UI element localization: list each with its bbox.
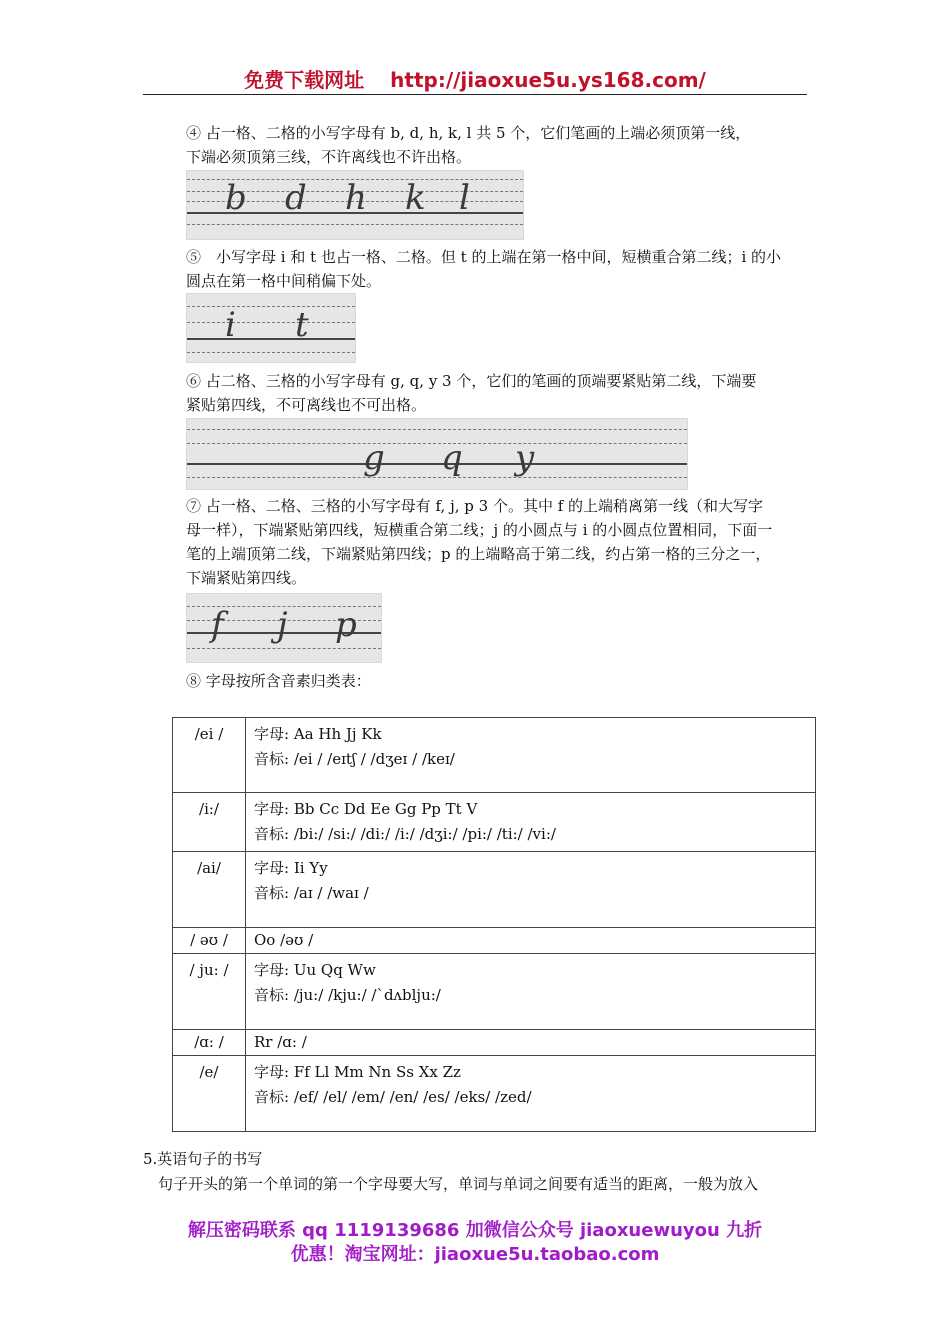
letters-cell: Rr /ɑ: / <box>246 1030 816 1056</box>
phoneme-table <box>172 717 816 1132</box>
section-5 <box>143 1147 823 1197</box>
letters-cell: 字母: Ii Yy 音标: /aɪ / /waɪ / <box>246 852 816 928</box>
phoneme-cell: /e/ <box>173 1056 246 1132</box>
phoneme-cell: /ei / <box>173 718 246 793</box>
phoneme-cell: / ju: / <box>173 954 246 1030</box>
table-row <box>173 1030 816 1056</box>
header-title: 免费下载网址 <box>244 68 365 92</box>
table-row <box>173 1056 816 1132</box>
letter-glyph: d <box>285 178 307 218</box>
handwriting-image-fjp <box>186 593 382 663</box>
letter-glyph: g <box>363 438 385 478</box>
rule-6-text: ⑥ 占二格、三格的小写字母有 g, q, y 3 个，它们的笔画的顶端要紧贴第二线，下端要 紧贴第四线，不可离线也不可出格。 <box>186 372 757 414</box>
rule-7-text: ⑦ 占一格、二格、三格的小写字母有 f, j, p 3 个。其中 f 的上端稍离第一线（和大写字 母一样），下端紧贴第四线，短横重合第二线；j 的小圆点与 i 的小圆点位置相同，下面一 笔的上端顶第二线，下端紧贴第四线；p 的上端略高于第二线，约占第一格的三分之一， 下端紧贴第四线。 <box>186 497 773 587</box>
rule-8-text: ⑧ 字母按所含音素归类表： <box>186 672 371 690</box>
letters-cell: 字母: Ff Ll Mm Nn Ss Xx Zz 音标: /ef/ /el/ /em/ /en/ /es/ /eks/ /zed/ <box>246 1056 816 1132</box>
phoneme-cell: /i:/ <box>173 793 246 852</box>
phoneme-cell: /ai/ <box>173 852 246 928</box>
header-url[interactable]: http://jiaoxue5u.ys168.com/ <box>390 68 706 92</box>
table-row <box>173 793 816 852</box>
handwriting-image-it <box>186 293 356 363</box>
letter-glyph: p <box>335 605 357 645</box>
letter-glyph: q <box>441 438 463 478</box>
footer-line-1: 解压密码联系 qq 1119139686 加微信公众号 jiaoxuewuyou 九折 <box>187 1220 763 1241</box>
table-row <box>173 718 816 793</box>
handwriting-image-gqy <box>186 418 688 490</box>
rule-5-text: ⑤ 小写字母 i 和 t 也占一格、二格。但 t 的上端在第一格中间，短横重合第二线；i 的小 圆点在第一格中间稍偏下处。 <box>186 248 782 290</box>
phoneme-cell: / əʊ / <box>173 928 246 954</box>
table-row <box>173 852 816 928</box>
phoneme-cell: /ɑ: / <box>173 1030 246 1056</box>
section-5-title: 5.英语句子的书写 <box>143 1150 263 1168</box>
letters-cell: 字母: Aa Hh Jj Kk 音标: /ei / /eɪtʃ / /dʒeɪ / /keɪ/ <box>246 718 816 793</box>
letter-glyph: f <box>211 605 224 645</box>
handwriting-image-bdhkl <box>186 170 524 240</box>
letter-glyph: t <box>295 305 309 345</box>
letters-cell: 字母: Bb Cc Dd Ee Gg Pp Tt V 音标: /bi:/ /si:/ /di:/ /i:/ /dʒi:/ /pi:/ /ti:/ /vi:/ <box>246 793 816 852</box>
table-row <box>173 954 816 1030</box>
page-header <box>0 64 950 93</box>
footer-line-2[interactable]: 优惠！淘宝网址：jiaoxue5u.taobao.com <box>290 1244 660 1265</box>
letter-glyph: b <box>225 178 247 218</box>
section-5-text: 句子开头的第一个单词的第一个字母要大写，单词与单词之间要有适当的距离，一般为放入 <box>143 1175 759 1193</box>
letter-glyph: y <box>515 438 535 478</box>
letter-glyph: h <box>345 178 367 218</box>
letter-glyph: l <box>459 178 470 218</box>
letter-glyph: k <box>405 178 426 218</box>
rule-4-text: ④ 占一格、二格的小写字母有 b, d, h, k, l 共 5 个，它们笔画的上端必须顶第一线， 下端必须顶第三线，不许离线也不许出格。 <box>186 124 751 166</box>
letters-cell: 字母: Uu Qq Ww 音标: /ju:/ /kju:/ /`dʌblju:/ <box>246 954 816 1030</box>
header-rule <box>143 94 807 95</box>
letter-glyph: i <box>225 305 236 345</box>
letters-cell: Oo /əʊ / <box>246 928 816 954</box>
letter-glyph: j <box>277 605 288 645</box>
table-row <box>173 928 816 954</box>
footer <box>0 1219 950 1267</box>
